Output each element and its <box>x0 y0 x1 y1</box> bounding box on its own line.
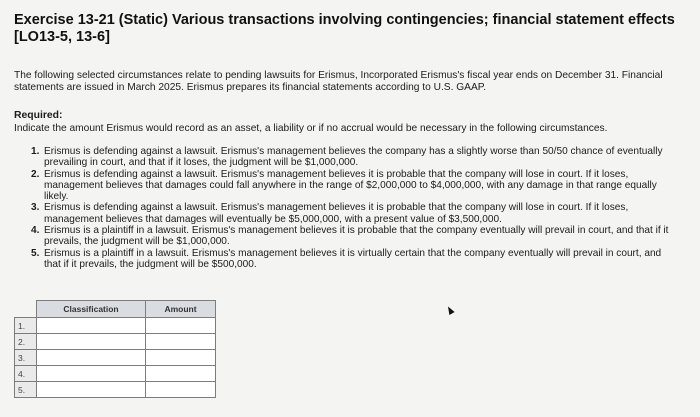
amount-input[interactable] <box>146 350 216 366</box>
amount-header: Amount <box>146 301 216 318</box>
row-number: 5. <box>15 382 37 398</box>
amount-input[interactable] <box>146 334 216 350</box>
classification-input[interactable] <box>37 366 146 382</box>
table-row <box>15 334 216 350</box>
answer-table <box>14 300 216 398</box>
amount-input[interactable] <box>146 382 216 398</box>
exercise-title: Exercise 13-21 (Static) Various transactions involving contingencies; financial statement effects [LO13-5, 13-6] <box>14 12 675 45</box>
amount-input[interactable] <box>146 318 216 334</box>
classification-header: Classification <box>37 301 146 318</box>
table-row <box>15 382 216 398</box>
circumstances-list <box>31 146 679 270</box>
row-number: 3. <box>15 350 37 366</box>
list-item: 3. Erismus is defending against a lawsuit. Erismus's management believes it is probable that the company will lose in court. If it loses, management believes that damages will eventually be $5,000,000, with a present value of $3,500,000. <box>31 202 629 225</box>
required-heading: Required: <box>14 110 63 121</box>
amount-input[interactable] <box>146 366 216 382</box>
list-item: 1. Erismus is defending against a lawsuit. Erismus's management believes the company has a slightly worse than 50/50 chance of eventually prevailing in court, and that if it loses, the judgment will be $1,000,000. <box>31 146 663 169</box>
row-number: 1. <box>15 318 37 334</box>
row-number: 2. <box>15 334 37 350</box>
list-item: 2. Erismus is defending against a lawsuit. Erismus's management believes it is probable that the company will lose in court. If it loses, management believes that damages could fall anywhere in the range of $2,000,000 to $4,000,000, with any damage in that range equally likely. <box>31 168 657 203</box>
mouse-cursor-icon <box>445 305 454 315</box>
table-row <box>15 366 216 382</box>
classification-input[interactable] <box>37 350 146 366</box>
table-row <box>15 318 216 334</box>
list-item: 5. Erismus is a plaintiff in a lawsuit. Erismus's management believes it is virtually certain that the company eventually will prevail in court, and that if it prevails, the judgment will be $500,000. <box>31 247 662 270</box>
classification-input[interactable] <box>37 318 146 334</box>
classification-input[interactable] <box>37 334 146 350</box>
classification-input[interactable] <box>37 382 146 398</box>
list-item: 4. Erismus is a plaintiff in a lawsuit. Erismus's management believes it is probable that the company eventually will prevail in court, and that if it prevails, the judgment will be $1,000,000. <box>31 225 669 248</box>
row-number-header <box>15 301 37 318</box>
row-number: 4. <box>15 366 37 382</box>
table-row <box>15 350 216 366</box>
table-header-row <box>15 301 216 318</box>
required-instructions: Indicate the amount Erismus would record as an asset, a liability or if no accrual would be necessary in the following circumstances. <box>14 123 608 134</box>
intro-paragraph: The following selected circumstances relate to pending lawsuits for Erismus, Incorporated Erismus's fiscal year ends on December 31. Financial statements are issued in March 2025. Erismus prepares its financial statements according to U.S. GAAP. <box>14 70 663 93</box>
